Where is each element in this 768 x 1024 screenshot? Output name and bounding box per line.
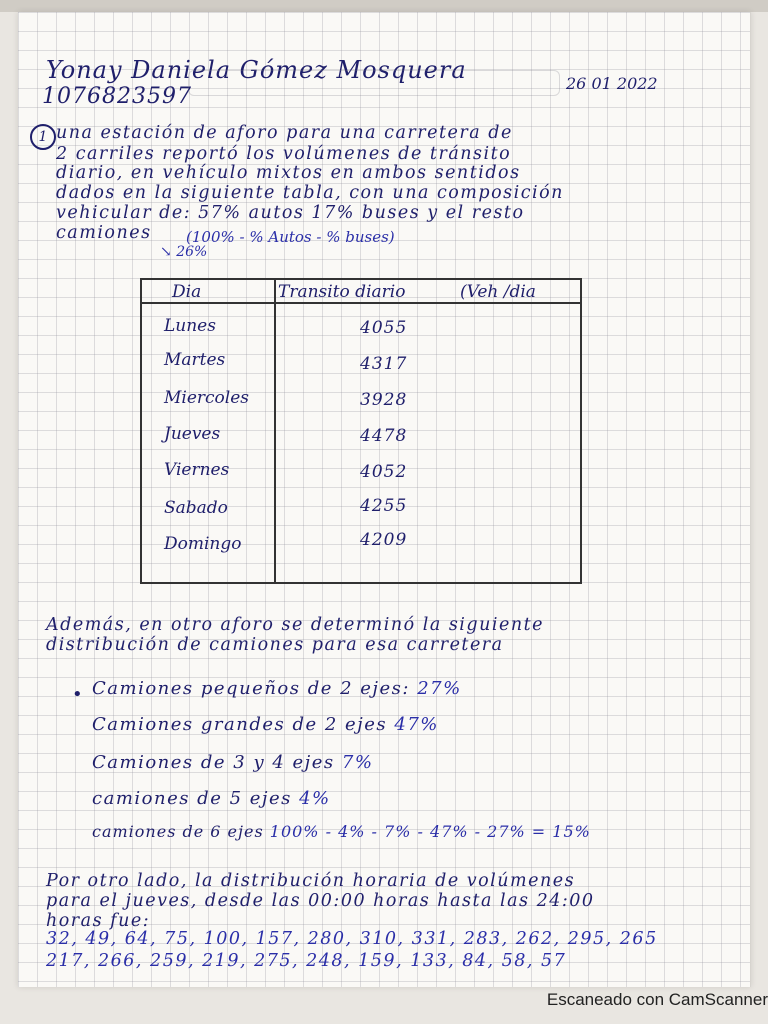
problem-line-4: dados en la siguiente tabla, con una composición [56, 183, 564, 203]
scanner-watermark: Escaneado con CamScanner [546, 990, 768, 1009]
student-id: 1076823597 [42, 84, 192, 109]
truck-item: camiones de 5 ejes 4% [92, 788, 331, 809]
table-header-transit: Transito diario [278, 282, 406, 302]
problem-line-6: camiones [56, 223, 152, 243]
truck-item: Camiones pequeños de 2 ejes: 27% [92, 678, 462, 699]
remainder-formula: (100% - % Autos - % buses) [186, 228, 395, 246]
remainder-result: ↘ 26% [160, 244, 208, 260]
second-line-2: distribución de camiones para esa carretera [46, 635, 504, 655]
transit-table [140, 278, 582, 584]
third-line-2: para el jueves, desde las 00:00 horas hasta las 24:00 [46, 891, 595, 911]
bullet-dot: • [72, 684, 83, 705]
table-row-value: 4209 [360, 530, 408, 550]
student-name: Yonay Daniela Gómez Mosquera [46, 56, 467, 84]
table-row-day: Sabado [164, 498, 228, 518]
second-line-1: Además, en otro aforo se determinó la siguiente [46, 615, 544, 635]
date: 26 01 2022 [566, 74, 658, 93]
truck-item: Camiones grandes de 2 ejes 47% [92, 714, 439, 735]
third-line-1: Por otro lado, la distribución horaria de volúmenes [46, 871, 576, 891]
problem-line-1: una estación de aforo para una carretera de [56, 123, 513, 143]
problem-line-2: 2 carriles reportó los volúmenes de tránsito [56, 144, 512, 164]
table-row-day: Viernes [164, 460, 230, 480]
hourly-volumes-line-2: 217, 266, 259, 219, 275, 248, 159, 133, 84, 58, 57 [46, 951, 567, 971]
hourly-volumes-line-1: 32, 49, 64, 75, 100, 157, 280, 310, 331, 283, 262, 295, 265 [46, 929, 658, 949]
header-field-box [188, 70, 560, 96]
table-row-day: Martes [164, 350, 226, 370]
problem-number: 1 [30, 124, 56, 150]
table-row-day: Lunes [164, 316, 216, 336]
scan-top-edge [0, 0, 768, 12]
problem-line-5: vehicular de: 57% autos 17% buses y el resto [56, 203, 525, 223]
table-row-day: Jueves [164, 424, 221, 444]
table-row-value: 4255 [360, 496, 408, 516]
problem-line-3: diario, en vehículo mixtos en ambos sentidos [56, 163, 521, 183]
table-header-day: Dia [172, 282, 202, 302]
table-header-unit: (Veh /dia [460, 282, 536, 302]
table-row-value: 4055 [360, 318, 408, 338]
remainder-value: 26% [176, 244, 208, 260]
table-divider-vertical [274, 280, 276, 582]
truck-item: Camiones de 3 y 4 ejes 7% [92, 752, 374, 773]
table-row-value: 3928 [360, 390, 408, 410]
table-row-value: 4052 [360, 462, 408, 482]
table-row-day: Domingo [164, 534, 242, 554]
truck-item: camiones de 6 ejes 100% - 4% - 7% - 47% - 27% = 15% [92, 822, 591, 841]
table-divider-header [142, 302, 580, 304]
table-row-value: 4478 [360, 426, 408, 446]
table-row-day: Miercoles [164, 388, 250, 408]
table-row-value: 4317 [360, 354, 408, 374]
third-line-3: horas fue: [46, 911, 151, 931]
